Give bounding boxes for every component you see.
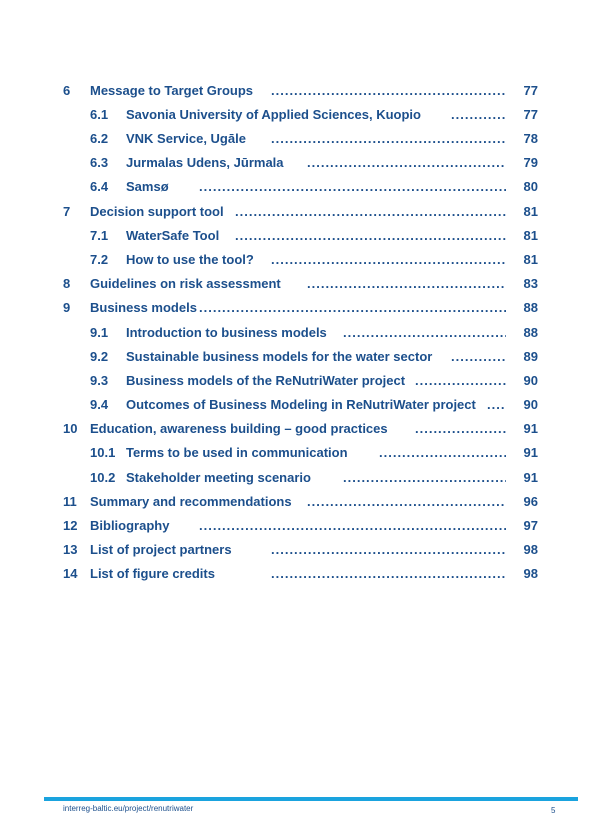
toc-entry-page: 90 — [523, 373, 538, 388]
toc-entry[interactable] — [0, 371, 607, 391]
toc-entry[interactable] — [0, 323, 607, 343]
toc-entry-title: Stakeholder meeting scenario — [126, 470, 311, 485]
toc-entry-number: 9 — [63, 300, 71, 315]
toc-entry[interactable] — [0, 468, 607, 488]
toc-dot-leader — [307, 153, 506, 173]
toc-entry-page: 91 — [523, 421, 538, 436]
toc-entry-number: 10 — [63, 421, 78, 436]
toc-entry-number: 9.2 — [90, 349, 109, 364]
toc-dot-leader — [199, 516, 506, 536]
toc-entry-number: 10.1 — [90, 445, 116, 460]
toc-entry-page: 88 — [523, 300, 538, 315]
toc-entry-page: 79 — [523, 155, 538, 170]
toc-entry[interactable] — [0, 516, 607, 536]
toc-entry-page: 81 — [523, 252, 538, 267]
toc-entry[interactable] — [0, 129, 607, 149]
toc-entry[interactable] — [0, 226, 607, 246]
toc-dot-leader — [235, 226, 506, 246]
toc-entry-number: 7.1 — [90, 228, 109, 243]
toc-entry-page: 90 — [523, 397, 538, 412]
toc-entry[interactable] — [0, 177, 607, 197]
toc-dot-leader — [487, 395, 506, 415]
toc-dot-leader — [343, 468, 506, 488]
toc-dot-leader — [271, 540, 506, 560]
toc-entry-page: 77 — [523, 107, 538, 122]
toc-entry-number: 9.1 — [90, 325, 109, 340]
toc-entry-page: 91 — [523, 470, 538, 485]
toc-dot-leader — [307, 492, 506, 512]
toc-entry-title: Decision support tool — [90, 204, 224, 219]
toc-entry-title: List of figure credits — [90, 566, 215, 581]
toc-entry-page: 78 — [523, 131, 538, 146]
toc-entry-page: 96 — [523, 494, 538, 509]
toc-entry-number: 9.4 — [90, 397, 109, 412]
toc-dot-leader — [307, 274, 506, 294]
toc-entry-title: Outcomes of Business Modeling in ReNutriWater project — [126, 397, 476, 412]
toc-entry[interactable] — [0, 492, 607, 512]
toc-dot-leader — [271, 81, 506, 101]
toc-entry-title: WaterSafe Tool — [126, 228, 220, 243]
toc-entry[interactable] — [0, 395, 607, 415]
toc-entry[interactable] — [0, 250, 607, 270]
toc-entry-title: Introduction to business models — [126, 325, 327, 340]
toc-entry-page: 91 — [523, 445, 538, 460]
toc-entry-page: 98 — [523, 566, 538, 581]
toc-entry-title: Terms to be used in communication — [126, 445, 348, 460]
toc-dot-leader — [415, 419, 506, 439]
toc-entry-number: 13 — [63, 542, 78, 557]
toc-entry-page: 97 — [523, 518, 538, 533]
toc-entry-title: Education, awareness building – good practices — [90, 421, 388, 436]
toc-entry[interactable] — [0, 105, 607, 125]
toc-entry[interactable] — [0, 202, 607, 222]
toc-dot-leader — [451, 347, 506, 367]
toc-entry-page: 81 — [523, 228, 538, 243]
toc-dot-leader — [271, 129, 506, 149]
toc-entry-title: Business models — [90, 300, 197, 315]
toc-entry[interactable] — [0, 540, 607, 560]
toc-dot-leader — [199, 298, 506, 318]
toc-entry-page: 80 — [523, 179, 538, 194]
toc-entry[interactable] — [0, 347, 607, 367]
toc-entry-number: 12 — [63, 518, 78, 533]
toc-dot-leader — [415, 371, 506, 391]
toc-entry[interactable] — [0, 443, 607, 463]
toc-entry-page: 88 — [523, 325, 538, 340]
footer-bar — [44, 797, 578, 801]
toc-entry[interactable] — [0, 564, 607, 584]
toc-entry-title: Jurmalas Udens, Jūrmala — [126, 155, 284, 170]
toc-dot-leader — [271, 564, 506, 584]
toc-entry-number: 7.2 — [90, 252, 109, 267]
toc-entry-page: 83 — [523, 276, 538, 291]
footer-url[interactable]: interreg-baltic.eu/project/renutriwater — [63, 804, 194, 813]
toc-entry-title: Business models of the ReNutriWater project — [126, 373, 406, 388]
toc-entry-title: VNK Service, Ugāle — [126, 131, 246, 146]
toc-entry-page: 89 — [523, 349, 538, 364]
toc-entry-number: 11 — [63, 494, 77, 509]
toc-entry-title: Samsø — [126, 179, 169, 194]
toc-dot-leader — [343, 323, 506, 343]
footer-page-number: 5 — [551, 806, 556, 815]
toc-entry-title: Guidelines on risk assessment — [90, 276, 281, 291]
toc-entry-title: Message to Target Groups — [90, 83, 254, 98]
toc-entry[interactable] — [0, 298, 607, 318]
toc-entry-title: How to use the tool? — [126, 252, 254, 267]
toc-entry-page: 81 — [523, 204, 538, 219]
toc-entry-number: 6 — [63, 83, 71, 98]
toc-entry-number: 6.3 — [90, 155, 109, 170]
toc-entry-page: 77 — [523, 83, 538, 98]
toc-entry-number: 6.2 — [90, 131, 109, 146]
toc-entry-page: 98 — [523, 542, 538, 557]
toc-entry-number: 10.2 — [90, 470, 116, 485]
toc-entry-number: 14 — [63, 566, 78, 581]
toc-entry-title: Bibliography — [90, 518, 170, 533]
toc-entry-number: 8 — [63, 276, 71, 291]
toc-entry-number: 7 — [63, 204, 71, 219]
toc-entry-number: 6.4 — [90, 179, 109, 194]
toc-entry-title: Summary and recommendations — [90, 494, 292, 509]
toc-entry[interactable] — [0, 274, 607, 294]
toc-entry-title: List of project partners — [90, 542, 232, 557]
toc-dot-leader — [379, 443, 506, 463]
toc-dot-leader — [451, 105, 506, 125]
toc-entry[interactable] — [0, 419, 607, 439]
toc-dot-leader — [271, 250, 506, 270]
toc-entry-title: Sustainable business models for the water sector — [126, 349, 433, 364]
toc-dot-leader — [235, 202, 506, 222]
toc-entry-number: 9.3 — [90, 373, 109, 388]
toc-dot-leader — [199, 177, 506, 197]
toc-entry-number: 6.1 — [90, 107, 109, 122]
toc-entry[interactable] — [0, 153, 607, 173]
toc-entry-title: Savonia University of Applied Sciences, Kuopio — [126, 107, 421, 122]
toc-entry[interactable] — [0, 81, 607, 101]
